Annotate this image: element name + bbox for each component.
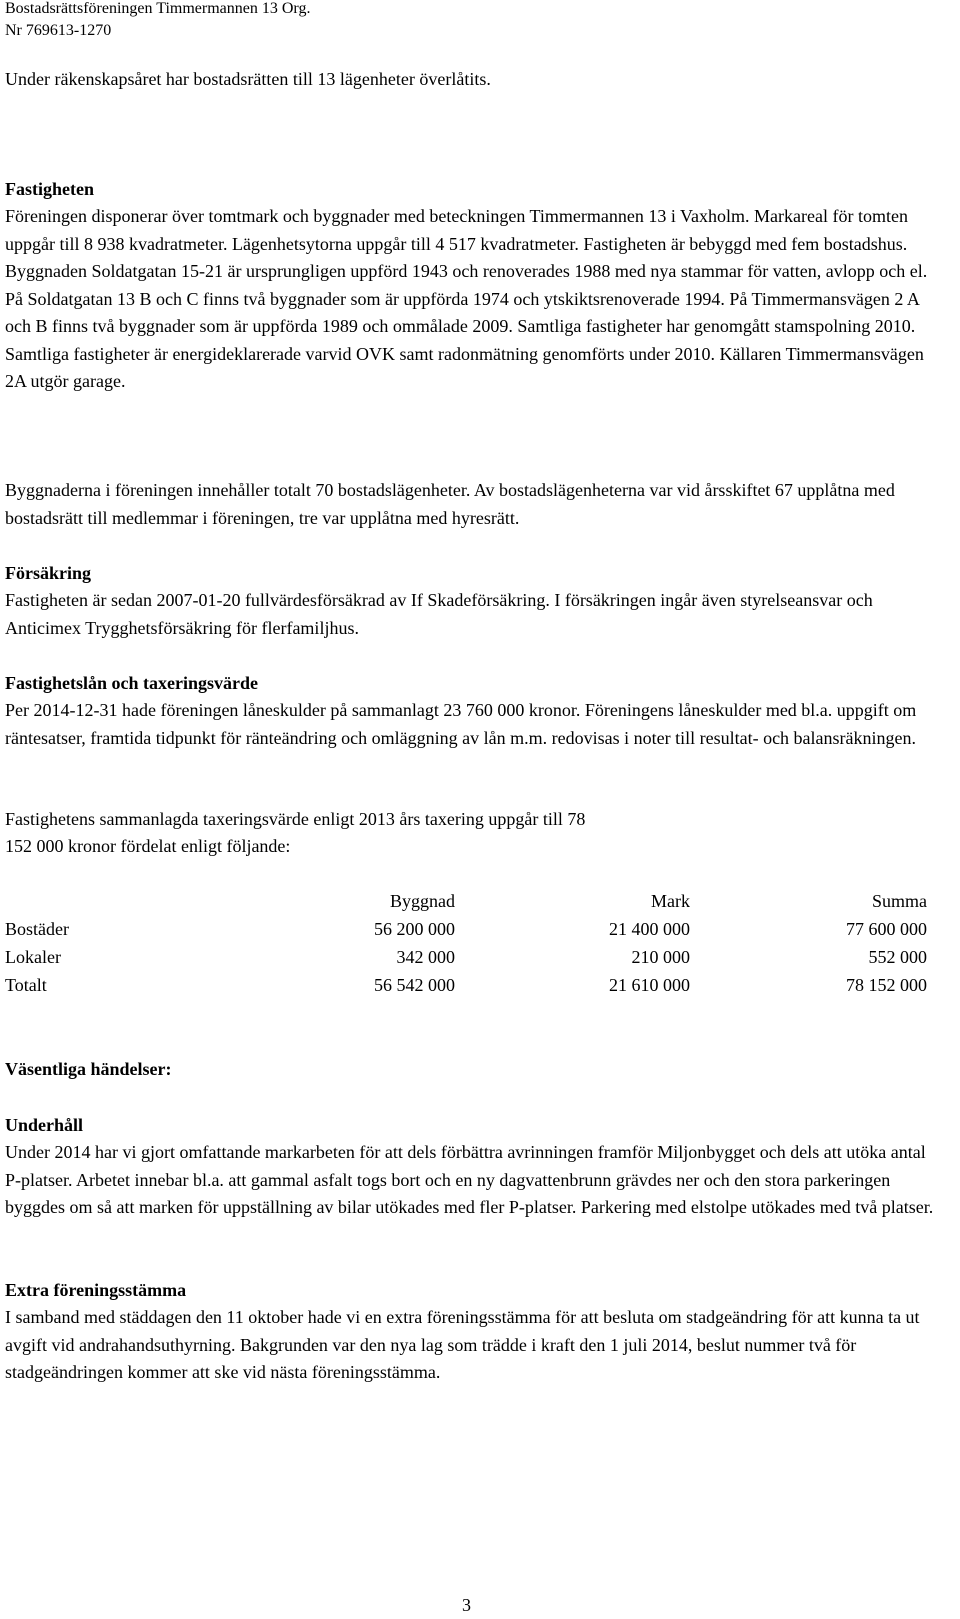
fastigheten-heading: Fastigheten	[5, 179, 94, 199]
underhall-text: Under 2014 har vi gjort omfattande markarbeten för att dels förbättra avrinningen framför Miljonbygget och dels att utöka antal P-platser. Arbetet innebar bl.a. att gammal asfalt togs bort och en ny dagvattenbrunn grävdes ner och den stora parkeringen byggdes om så att marken för uppställning av bilar utökades med fler P-platser. Parkering med elstolpe utökades med två platser.	[5, 1142, 934, 1217]
column-header-mark: Mark	[651, 891, 690, 911]
header-org-number: Nr 769613-1270	[5, 22, 112, 39]
taxering-text-line-1: Fastighetens sammanlagda taxeringsvärde enligt 2013 års taxering uppgår till 78	[5, 809, 586, 829]
underhall-heading: Underhåll	[5, 1115, 84, 1135]
table-cell-summa: 552 000	[868, 947, 927, 967]
table-row-label: Totalt	[5, 975, 47, 995]
forsakring-text: Fastigheten är sedan 2007-01-20 fullvärdesförsäkrad av If Skadeförsäkring. I försäkringen ingår även styrelseansvar och Anticimex Trygghetsförsäkring för flerfamiljhus.	[5, 590, 873, 638]
extra-heading: Extra föreningsstämma	[5, 1280, 187, 1300]
column-header-summa: Summa	[871, 891, 927, 911]
table-row-label: Bostäder	[5, 919, 69, 939]
intro-text: Under räkenskapsåret har bostadsrätten till 13 lägenheter överlåtits.	[5, 69, 491, 89]
table-cell-byggnad: 56 200 000	[374, 919, 455, 939]
table-cell-summa: 78 152 000	[846, 975, 927, 995]
fastigheten-paragraph-2: Byggnaderna i föreningen innehåller totalt 70 bostadslägenheter. Av bostadslägenheterna var vid årsskiftet 67 upplåtna med bostadsrätt till medlemmar i föreningen, tre var upplåtna med hyresrätt.	[5, 480, 895, 528]
lan-heading: Fastighetslån och taxeringsvärde	[5, 673, 258, 693]
table-cell-byggnad: 56 542 000	[374, 975, 455, 995]
lan-text: Per 2014-12-31 hade föreningen låneskulder på sammanlagt 23 760 000 kronor. Föreningens låneskulder med bl.a. uppgift om räntesatser, framtida tidpunkt för ränteändring och omläggning av lån m.m. redovisas i noter till resultat- och balansräkningen.	[5, 700, 917, 748]
table-cell-mark: 21 610 000	[609, 975, 690, 995]
table-cell-byggnad: 342 000	[396, 947, 455, 967]
extra-text: I samband med städdagen den 11 oktober hade vi en extra föreningsstämma för att besluta om stadgeändring för att kunna ta ut avgift vid andrahandsuthyrning. Bakgrunden var den nya lag som trädde i kraft den 1 juli 2014, beslut nummer två för stadgeändringen kommer att ske vid nästa föreningsstämma.	[5, 1307, 920, 1382]
header-org-name: Bostadsrättsföreningen Timmermannen 13 Org.	[5, 0, 311, 17]
table-cell-mark: 21 400 000	[609, 919, 690, 939]
page-number: 3	[462, 1595, 471, 1615]
taxering-text-line-2: 152 000 kronor fördelat enligt följande:	[5, 836, 291, 856]
table-row-label: Lokaler	[5, 947, 61, 967]
table-cell-mark: 210 000	[631, 947, 690, 967]
table-cell-summa: 77 600 000	[846, 919, 927, 939]
fastigheten-paragraph-1: Föreningen disponerar över tomtmark och byggnader med beteckningen Timmermannen 13 i Vaxholm. Markareal för tomten uppgår till 8 938 kvadratmeter. Lägenhetsytorna uppgår till 4 517 kvadratmeter. Fastigheten är bebyggd med fem bostadshus. Byggnaden Soldatgatan 15-21 är ursprungligen uppförd 1943 och renoverades 1988 med nya stammar för vatten, avlopp och el. På Soldatgatan 13 B och C finns två byggnader som är uppförda 1974 och ytskiktsrenoverade 1994. På Timmermansvägen 2 A och B finns två byggnader som är uppförda 1989 och ommålade 2009. Samtliga fastigheter har genomgått stamspolning 2010. Samtliga fastigheter är energideklarerade varvid OVK samt radonmätning genomförts under 2010. Källaren Timmermansvägen 2A utgör garage.	[5, 206, 928, 391]
vasentliga-heading: Väsentliga händelser:	[5, 1059, 172, 1079]
forsakring-heading: Försäkring	[5, 563, 92, 583]
column-header-byggnad: Byggnad	[390, 891, 455, 911]
